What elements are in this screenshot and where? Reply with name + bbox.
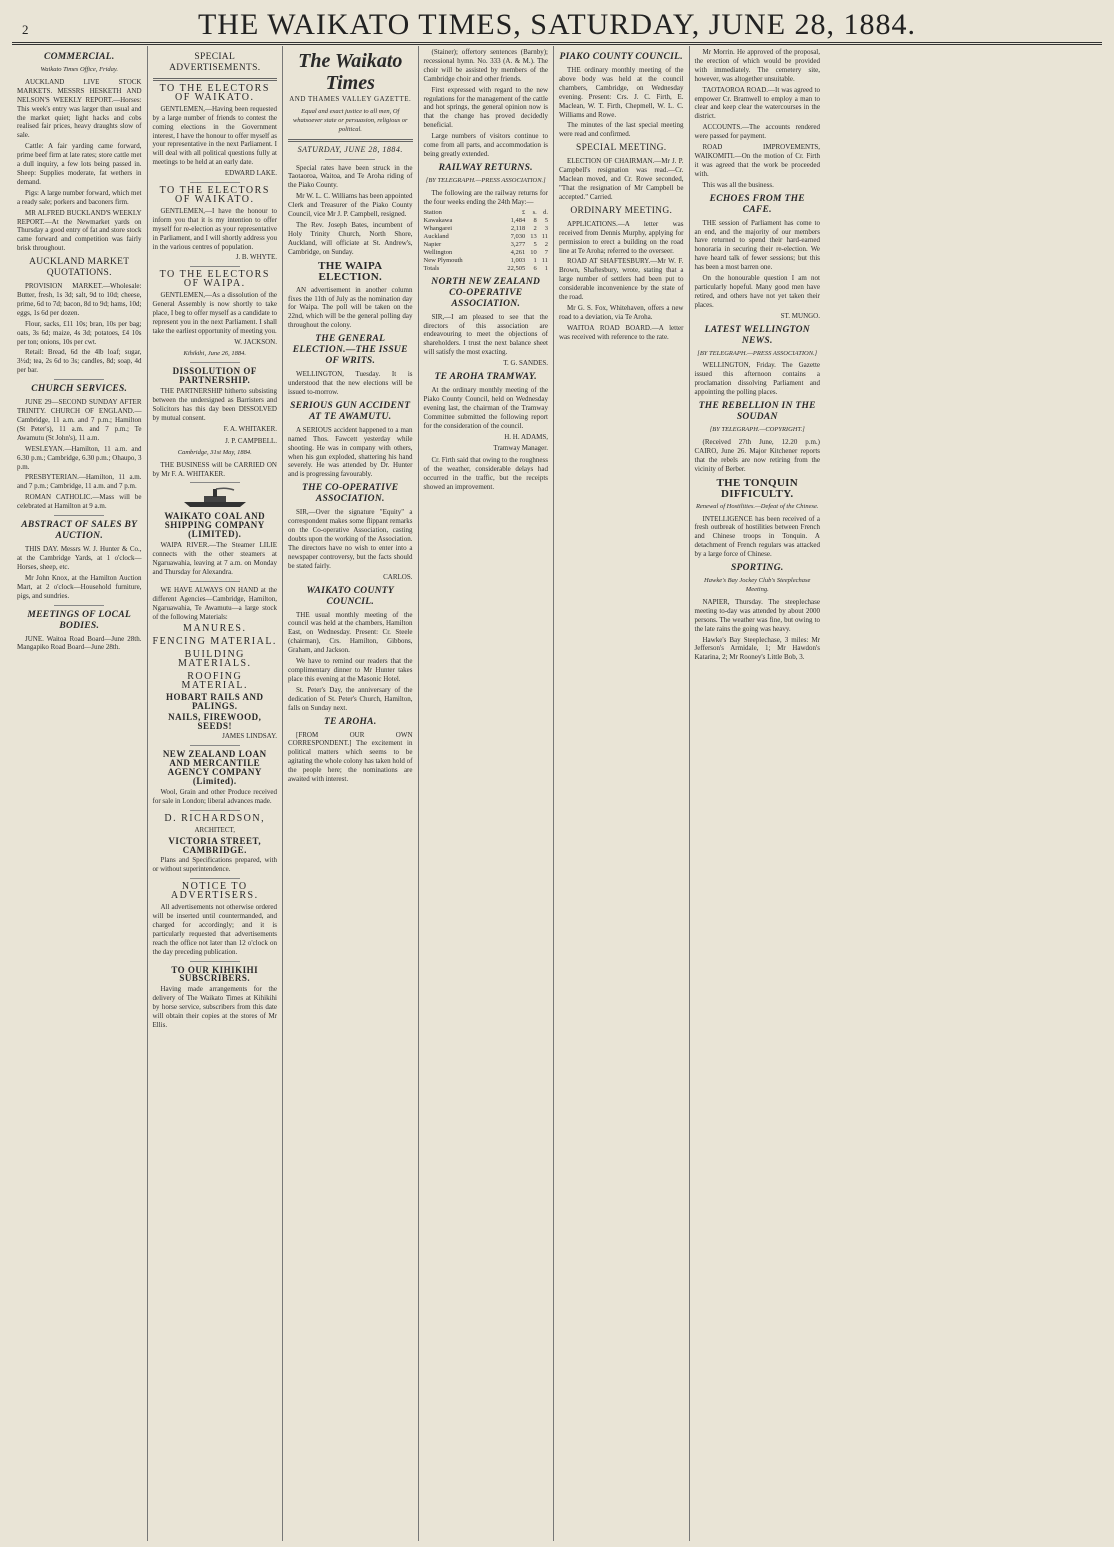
meetings-paragraph: JUNE. Waitoa Road Board—June 28th. Mangapiko Road Board—June 28th. [17, 634, 142, 652]
commercial-paragraph: MR ALFRED BUCKLAND'S WEEKLY REPORT.—At the Newmarket yards on Thursday a good entry of fat and store stock came forward and competition was fairly brisk throughout. [17, 208, 142, 253]
section-paragraph: NAPIER, Thursday. The steeplechase meeting to-day was attended by about 2000 persons. The weather was fine, but owing to the late rains the going was heavy. [694, 597, 820, 633]
editorial-paragraph: We have to remind our readers that the complimentary dinner to Mr Hunter takes place this evening at the Masonic Hotel. [288, 657, 413, 683]
masthead-rule-2 [12, 44, 1102, 45]
section-signature: CARLOS. [383, 572, 413, 581]
divider [153, 78, 278, 81]
table-cell: 10 [530, 248, 537, 256]
section-paragraph: WELLINGTON, Friday. The Gazette issued this afternoon contains a proclamation dissolving Parliament and appointing the polling places. [694, 361, 820, 397]
table-cell: 22,505 [507, 264, 526, 272]
section-signature: ST. MUNGO. [780, 311, 820, 320]
ad-signature: W. JACKSON. [234, 337, 277, 346]
table-cell: 5 [533, 240, 537, 248]
divider [190, 182, 240, 183]
table-cell: 3 [544, 224, 548, 232]
ad-place: Kihikihi, June 26, 1884. [183, 349, 246, 357]
section-heading: TE AROHA. [324, 716, 377, 727]
news-paragraph: TAOTAOROA ROAD.—It was agreed to empower Cr. Bramwell to employ a man to clear and keep clear the watercourses in the district. [694, 85, 820, 121]
ad-text: GENTLEMEN,—I have the honour to inform you that it is my intention to offer myself for re-election as your representative in Parliament, and I will shortly address you in the various centres of population. [152, 206, 277, 251]
church-paragraph: WESLEYAN.—Hamilton, 11 a.m. and 6.30 p.m.; Cambridge, 6.30 p.m.; Ohaupo, 3 p.m. [17, 444, 142, 471]
ad-item: HOBART RAILS AND PALINGS. [165, 691, 264, 711]
section-paragraph: WELLINGTON, Tuesday. It is understood that the new elections will be issued to-morrow. [288, 370, 413, 396]
church-paragraph: PRESBYTERIAN.—Hamilton, 11 a.m. and 7 p.m.; Cambridge, 11 a.m. and 7 p.m. [17, 473, 142, 491]
section-paragraph: SIR,—I am pleased to see that the directors of this association are endeavouring to meet the objections of shareholders. I trust the next balance sheet will satisfy the most exacting. [423, 312, 548, 357]
table-header-cell: d. [543, 208, 548, 216]
divider [288, 139, 413, 142]
column-commercial [12, 46, 148, 1541]
section-paragraph: The following are the railway returns for the four weeks ending the 24th May:— [423, 188, 548, 206]
ad-text: WAIPA RIVER.—The Steamer LILIE connects with the other steamers at Ngaruawahia, leaving at 7 a.m. on Monday and Thursday for Alexandra. [152, 541, 277, 576]
table-total-row [424, 265, 549, 273]
table-cell: 1 [544, 264, 548, 272]
section-paragraph: APPLICATIONS.—A letter was received from Dennis Murphy, applying for permission to erect a building on the road line at Te Aroha; referred to the overseer. [559, 219, 684, 255]
news-paragraph: (Stainer); offertory sentences (Barnby); recessional hymn. No. 333 (A. & M.). The choir will be assisted by members of the Cambridge choir and other friends. [423, 48, 548, 83]
news-paragraph: ACCOUNTS.—The accounts rendered were passed for payment. [694, 123, 820, 141]
table-row [424, 225, 549, 233]
editorial-dateline: SATURDAY, JUNE 28, 1884. [297, 144, 403, 154]
ad-note: Cambridge, 31st May, 1884. [177, 448, 252, 456]
quotations-paragraph: PROVISION MARKET.—Wholesale: Butter, fresh, 1s 3d; salt, 9d to 10d; cheese, prime, 6d to 7d; bacon, 8d to 9d; hams, 10d; eggs, 1s 6d per dozen. [17, 282, 142, 317]
ad-text: All advertisements not otherwise ordered will be inserted until countermanded, and charged for accordingly; and it is particularly requested that advertisements reach the office not later than 12 o'clock on the day preceding publication. [152, 903, 277, 956]
section-heading: SERIOUS GUN ACCIDENT AT TE AWAMUTU. [290, 400, 411, 422]
news-paragraph: Mr Morrin. He approved of the proposal, the erection of which would be provided with immediately. The cemetery site, however, was altogether unsuitable. [694, 48, 820, 83]
ad-address: VICTORIA STREET, CAMBRIDGE. [168, 835, 262, 855]
table-row [424, 257, 549, 265]
ad-title: TO THE ELECTORS OF WAIPA. [159, 269, 270, 290]
commercial-dateline: Waikato Times Office, Friday. [40, 66, 119, 73]
news-paragraph: Large numbers of visitors continue to come from all parts, and accommodation is being greatly extended. [423, 132, 548, 158]
columns [12, 46, 1102, 1541]
editorial-motto: Equal and exact justice to all men, Of whatsoever state or persuasion, religious or political. [292, 107, 408, 133]
ad-item: FENCING MATERIAL. [152, 636, 277, 648]
ad-item: BUILDING MATERIALS. [177, 649, 252, 670]
section-heading: THE CO-OPERATIVE ASSOCIATION. [302, 483, 399, 505]
railway-returns-table [424, 209, 549, 273]
table-header-cell: Station [423, 208, 442, 216]
section-heading: SPORTING. [730, 563, 784, 574]
auction-paragraph: Mr John Knox, at the Hamilton Auction Mart, at 2 o'clock—Household furniture, pigs, and sundries. [17, 573, 142, 600]
ad-item: ROOFING MATERIAL. [181, 671, 249, 691]
table-cell: 7,030 [510, 232, 526, 240]
ad-item: NAILS, FIREWOOD, SEEDS! [168, 711, 262, 731]
divider [54, 605, 104, 606]
section-heading: THE REBELLION IN THE SOUDAN [698, 401, 816, 423]
section-sub: [BY TELEGRAPH.—PRESS ASSOCIATION.] [697, 349, 818, 357]
section-paragraph: (Received 27th June, 12.20 p.m.) CAIRO, June 26. Major Kitchener reports that the rebels are now retiring from the vicinity of Berber. [694, 438, 820, 473]
ad-title: WAIKATO COAL AND SHIPPING COMPANY (LIMITED). [164, 511, 266, 540]
ad-text: WE HAVE ALWAYS ON HAND at the different Agencies—Cambridge, Hamilton, Ngaruawahia, Te Awamutu—a large stock of the following Materials: [152, 585, 277, 621]
divider [190, 581, 240, 582]
divider [190, 266, 240, 267]
section-heading: TE AROHA TRAMWAY. [434, 372, 537, 383]
table-header-cell: s. [532, 208, 537, 216]
table-header-cell: £ [521, 208, 526, 216]
news-paragraph: First expressed with regard to the new regulations for the management of the cattle and hot springs, the general opinion now is that the change has proved decidedly beneficial. [423, 85, 548, 130]
council-paragraph: Mr G. S. Fox, Whitehaven, offers a new road to a deviation, via Te Aroha. [559, 303, 684, 321]
section-sub: Hawke's Bay Jockey Club's Steeplechase Meeting. [704, 577, 811, 593]
ad-signature: J. P. CAMPBELL. [225, 436, 277, 445]
section-heading: THE TONQUIN DIFFICULTY. [716, 476, 798, 500]
table-cell: Napier [423, 240, 442, 248]
table-cell: 8 [533, 216, 537, 224]
divider [190, 961, 240, 962]
section-paragraph: INTELLIGENCE has been received of a fresh outbreak of hostilities between French and Chinese troops in Tonquin. A detachment of French regulars was attacked by a large force of Chinese. [694, 514, 820, 559]
ad-signature: F. A. WHITAKER. [223, 424, 277, 433]
table-row [424, 217, 549, 225]
divider [190, 878, 240, 879]
ad-signature: EDWARD LAKE. [224, 169, 277, 178]
table-cell: 2 [544, 240, 548, 248]
news-paragraph: ROAD IMPROVEMENTS, WAIKOMITI.—On the motion of Cr. Firth it was agreed that the work be proceeded with. [694, 143, 820, 178]
section-paragraph: [FROM OUR OWN CORRESPONDENT.] The excitement in political matters which seems to be agitating the whole colony has taken hold of the people here; the nominations are awaited with interest. [288, 730, 413, 784]
table-cell: 7 [544, 248, 548, 256]
editorial-paragraph: St. Peter's Day, the anniversary of the dedication of St. Peter's Church, Hamilton, falls on Sunday next. [288, 685, 413, 712]
section-sub: Renewal of Hostilities.—Defeat of the Chinese. [695, 502, 819, 510]
section-heading: SPECIAL MEETING. [576, 143, 667, 154]
section-heading: THE GENERAL ELECTION.—THE ISSUE OF WRITS. [292, 334, 408, 367]
table-cell: 6 [533, 264, 537, 272]
editorial-masthead: The Waikato Times [298, 50, 403, 94]
ad-title: NOTICE TO ADVERTISERS. [170, 881, 259, 902]
column-latest-news [690, 46, 826, 1541]
editorial-paragraph: Mr W. L. C. Williams has been appointed Clerk and Treasurer of the Piako County Council, vice Mr J. P. Campbell, resigned. [288, 192, 413, 219]
column-editorial [283, 46, 419, 1541]
editorial-masthead-sub: AND THAMES VALLEY GAZETTE. [289, 95, 412, 103]
section-signature: H. H. ADAMS, [504, 432, 548, 441]
divider [190, 745, 240, 746]
divider [190, 362, 240, 363]
section-paragraph: AN advertisement in another column fixes the 11th of July as the nomination day for Waipa. The poll will be taken on the 22nd, which will be the general polling day throughout the colony. [288, 285, 413, 330]
section-heading: NORTH NEW ZEALAND CO-OPERATIVE ASSOCIATION. [431, 276, 541, 309]
table-cell: 5 [544, 216, 548, 224]
ad-signature: JAMES LINDSAY. [222, 732, 277, 741]
editorial-paragraph: The Rev. Joseph Bates, incumbent of Holy Trinity Church, North Shore, Auckland, will officiate at St. Andrew's, Cambridge, on Sunday. [288, 220, 413, 256]
commercial-paragraph: AUCKLAND LIVE STOCK MARKETS. MESSRS HESKETH AND NELSON'S WEEKLY REPORT.—Horses: This week's entry was larger than usual and the market quiet; light hacks and cobs realised fair prices, heavy draughts slow of sale. [17, 77, 142, 140]
table-header-row [424, 209, 549, 217]
council-paragraph: The minutes of the last special meeting were read and confirmed. [559, 121, 684, 139]
ad-text: THE PARTNERSHIP hitherto subsisting between the undersigned as Barristers and Solicitors has this day been DISSOLVED by mutual consent. [152, 387, 277, 422]
divider [190, 482, 240, 483]
section-signature: T. G. SANDES. [503, 359, 548, 368]
table-cell: Auckland [423, 232, 449, 240]
divider [54, 379, 104, 380]
ad-text: Wool, Grain and other Produce received for sale in London; liberal advances made. [152, 788, 277, 805]
council-paragraph: THE ordinary monthly meeting of the above body was held at the council chambers, Cambridge, on Wednesday evening. Present: Crs. J. C. Firth, E. Maclean, W. T. Firth, Chepmell, W. L. C. Williams and Rowe. [559, 66, 684, 119]
section-paragraph: Cr. Firth said that owing to the roughness of the weather, considerable delays had occurred in the traffic, but the receipts showed an improvement. [423, 456, 548, 492]
church-paragraph: JUNE 29—SECOND SUNDAY AFTER TRINITY. CHURCH OF ENGLAND.—Cambridge, 11 a.m. and 7 p.m.; Hamilton (St Peter's), 11 a.m. and 7 p.m.; Te Awamutu (St John's), 11 a.m. [17, 398, 142, 442]
news-paragraph: This was all the business. [702, 180, 774, 189]
commercial-paragraph: Cattle: A fair yarding came forward, prime beef firm at late rates; store cattle met a dull inquiry, a few lots being passed in. Sheep: Supplies moderate, fat wethers in demand. [17, 142, 142, 186]
ad-text: GENTLEMEN,—Having been requested by a large number of friends to contest the coming elections in the Government interest, I have the honour to offer myself as your representative in the next Parliament. I will deal with all political questions fully at meetings to be held at an early date. [152, 104, 277, 167]
auction-paragraph: THIS DAY. Messrs W. J. Hunter & Co., at the Cambridge Yards, at 1 o'clock—Horses, sheep, etc. [17, 545, 142, 571]
table-cell: Kawakawa [423, 216, 453, 224]
table-cell: Wellington [423, 248, 453, 256]
church-paragraph: ROMAN CATHOLIC.—Mass will be celebrated at Hamilton at 9 a.m. [17, 493, 142, 511]
section-heading: THE WAIPA ELECTION. [318, 259, 383, 283]
editorial-paragraph: Special rates have been struck in the Taotaoroa, Waitoa, and Te Aroha riding of the Piako County. [288, 163, 413, 190]
table-row [424, 249, 549, 257]
column-council [554, 46, 690, 1541]
table-cell: 3,277 [510, 240, 526, 248]
council-paragraph: WAITOA ROAD BOARD.—A letter was received with reference to the rate. [559, 323, 684, 341]
section-heading: RAILWAY RETURNS. [438, 162, 533, 173]
meetings-heading: MEETINGS OF LOCAL BODIES. [27, 609, 132, 631]
page-number: 2 [22, 22, 29, 37]
section-paragraph: On the honourable question I am not particularly hopeful. Many good men have retired, and others have not yet taken their places. [694, 274, 820, 309]
council-paragraph: ROAD AT SHAFTESBURY.—Mr W. F. Brown, Shaftesbury, wrote, stating that a large number of settlers had been put to considerable inconvenience by the state of the road. [559, 257, 684, 302]
table-cell: 11 [541, 232, 548, 240]
section-sub: [BY TELEGRAPH.—COPYRIGHT.] [709, 426, 805, 434]
quotations-paragraph: Retail: Bread, 6d the 4lb loaf; sugar, 3½d; tea, 2s 6d to 3s; candles, 8d; soap, 4d per bar. [17, 348, 142, 375]
masthead-rule [12, 42, 1102, 43]
divider [54, 515, 104, 516]
section-paragraph: At the ordinary monthly meeting of the Piako County Council, held on Wednesday evening last, the chairman of the Tramway Committee submitted the following report for the consideration of the council. [423, 386, 548, 430]
table-cell: 2,118 [510, 224, 526, 232]
table-cell: 4,261 [510, 248, 526, 256]
ad-text: THE BUSINESS will be CARRIED ON by Mr F. A. WHITAKER. [152, 460, 277, 478]
ad-title: DISSOLUTION OF PARTNERSHIP. [172, 366, 257, 386]
table-cell: 13 [530, 232, 537, 240]
section-heading: PIAKO COUNTY COUNCIL. [559, 52, 683, 62]
section-sub: [BY TELEGRAPH.—PRESS ASSOCIATION.] [425, 176, 546, 184]
divider [325, 159, 375, 160]
commercial-heading: COMMERCIAL. [43, 52, 115, 62]
commercial-paragraph: Pigs: A large number forward, which met a ready sale; porkers and baconers firm. [17, 188, 142, 206]
church-heading: CHURCH SERVICES. [31, 384, 128, 395]
divider [190, 810, 240, 811]
ad-title: TO THE ELECTORS OF WAIKATO. [159, 83, 270, 103]
ad-subtitle: ARCHITECT, [194, 825, 235, 834]
table-cell: 1,484 [510, 216, 526, 224]
table-cell: 1 [533, 256, 537, 264]
table-cell: New Plymouth [423, 256, 463, 264]
section-heading: ORDINARY MEETING. [570, 205, 673, 216]
section-heading: LATEST WELLINGTON NEWS. [704, 324, 810, 346]
steamer-icon [180, 487, 250, 509]
section-signature: Tramway Manager. [493, 444, 548, 453]
section-paragraph: SIR,—Over the signature "Equity" a correspondent makes some flippant remarks on the Co-operative Association, casting doubts upon the working of the Association. The directors have no wish to enter into a newspaper controversy, but the facts should be stated fairly. [288, 508, 413, 570]
quotations-paragraph: Flour, sacks, £11 10s; bran, 10s per bag; oats, 3s 6d; maize, 4s 3d; potatoes, £4 10s per ton; onions, 10s per cwt. [17, 319, 142, 346]
ad-title: NEW ZEALAND LOAN AND MERCANTILE AGENCY COMPANY (Limited). [162, 749, 267, 787]
section-paragraph: Hawke's Bay Steeplechase, 3 miles: Mr Jefferson's Armidale, 1; Mr Hawdon's Katarina, 2; Mr Rooney's Little Bob, 3. [694, 635, 820, 662]
table-row [424, 233, 549, 241]
masthead [12, 8, 1102, 42]
table-cell: 2 [533, 224, 537, 232]
ad-title: D. RICHARDSON, [164, 812, 266, 824]
section-heading: ECHOES FROM THE CAFE. [709, 193, 805, 215]
section-paragraph: ELECTION OF CHAIRMAN.—Mr J. P. Campbell's resignation was read.—Cr. Maclean moved, and Cr. Rowe seconded, "That the resignation of Mr Campbell be accepted." Carried. [559, 157, 684, 201]
table-cell: Whangarei [423, 224, 453, 232]
quotations-heading: AUCKLAND MARKET QUOTATIONS. [29, 257, 130, 279]
ad-signature: J. B. WHYTE. [235, 253, 277, 262]
ad-title: TO OUR KIHIKIHI SUBSCRIBERS. [171, 964, 259, 984]
section-heading: WAIKATO COUNTY COUNCIL. [306, 585, 394, 607]
column-advertisements [148, 46, 284, 1541]
ad-title: TO THE ELECTORS OF WAIKATO. [159, 185, 270, 205]
ad-text: Plans and Specifications prepared, with or without superintendence. [152, 856, 277, 874]
table-cell: 1,003 [510, 256, 526, 264]
ad-text: GENTLEMEN,—As a dissolution of the General Assembly is now shortly to take place, I beg to offer myself as a candidate to represent you in the next Parliament. I shall take the earliest opportunity of meeting you. [152, 291, 277, 335]
section-paragraph: THE usual monthly meeting of the council was held at the chambers, Hamilton East, on Wednesday. Present: Cr. Steele (chairman), Crs. Hamilton, Gibbons, Graham, and Jackson. [288, 610, 413, 655]
ad-text: Having made arrangements for the delivery of The Waikato Times at Kihikihi by horse service, subscribers from this date will obtain their copies at the stores of Mr Ellis. [152, 985, 277, 1029]
section-paragraph: THE session of Parliament has come to an end, and the majority of our members have returned to spend their hard-earned honoraria in securing their re-election. We have heard talk of fewer sessions; but this has been a most barren one. [694, 218, 820, 272]
ads-heading: SPECIAL ADVERTISEMENTS. [169, 52, 261, 73]
column-news [419, 46, 555, 1541]
section-paragraph: A SERIOUS accident happened to a man named Thos. Fawcett yesterday while shooting. He was in company with others, when his gun exploded, shattering his hand severely. He was attended by Dr. Hunter and is progressing favourably. [288, 425, 413, 479]
table-cell: 11 [541, 256, 548, 264]
page-title: THE WAIKATO TIMES, SATURDAY, JUNE 28, 1884. [197, 8, 917, 41]
table-cell: Totals [423, 264, 440, 272]
table-row [424, 241, 549, 249]
ad-item: MANURES. [183, 623, 247, 635]
auction-heading: ABSTRACT OF SALES BY AUCTION. [21, 520, 138, 542]
